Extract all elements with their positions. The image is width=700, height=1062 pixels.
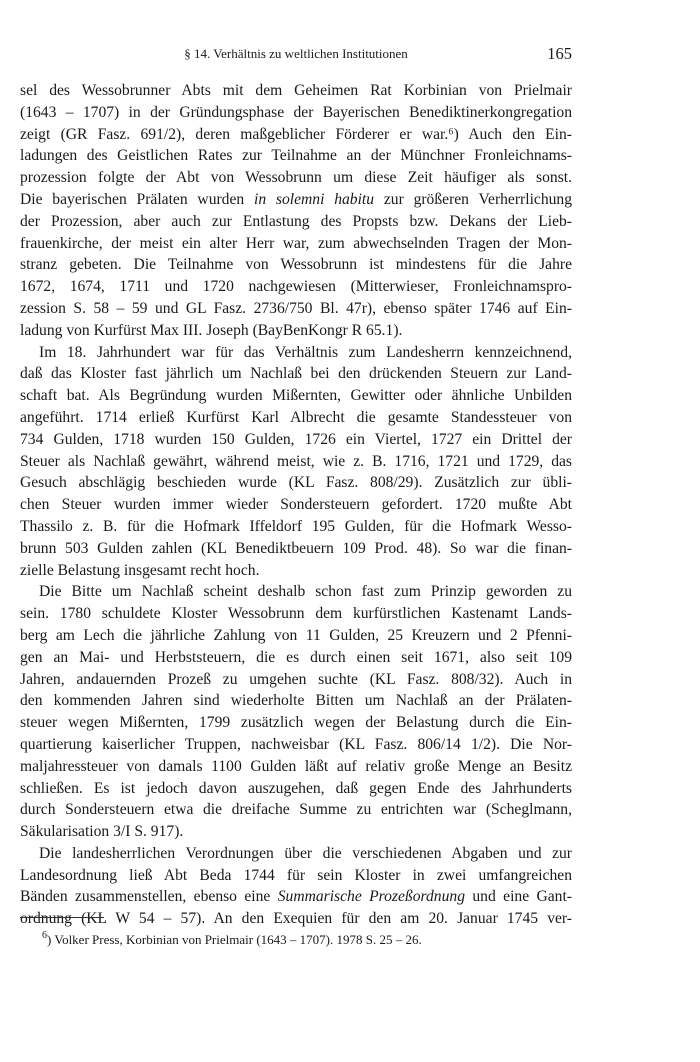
text-line: Die bayerischen Prälaten wurden in solemni habitu zur größeren Verherrlichung [20,190,573,208]
italic-term: in solemni habitu [254,190,375,208]
text-line: zeigt (GR Fasz. 691/2), deren maßgeblicher Förderer er war.⁶) Auch den Ein- [20,125,572,143]
text-line: stranz gebeten. Die Teilnahme von Wessobrunn ist mindestens für die Jahre [20,256,572,274]
text-line: der Prozession, aber auch zur Entlastung des Propsts bzw. Dekans der Lieb- [20,212,572,230]
text-line: maljahressteuer von damals 1100 Gulden läßt auf relativ große Menge an Besitz [20,757,572,775]
footnote-text: Volker Press, Korbinian von Prielmair (1643 – 1707). 1978 S. 25 – 26. [54,932,422,947]
main-text [20,80,572,930]
text-line: 1672, 1674, 1711 und 1720 nachgewiesen (Mitterwieser, Fronleichnamspro- [20,278,572,296]
text-line: ladungen des Geistlichen Rates zur Teilnahme an der Münchner Fronleichnams- [20,147,572,165]
running-header [20,44,572,64]
text-line: sel des Wessobrunner Abts mit dem Geheimen Rat Korbinian von Prielmair [20,82,572,99]
text-line: Bänden zusammenstellen, ebenso eine Summarische Prozeßordnung und eine Gant- [20,888,573,906]
footnote-marker: $^6$) [42,930,52,947]
text-line: daß das Kloster fast jährlich um Nachlaß bei den drückenden Steuern zur Land- [20,365,572,383]
text-line: Landesordnung ließ Abt Beda 1744 für sein Kloster in zwei umfangreichen [20,866,572,884]
text-line: 734 Gulden, 1718 wurden 150 Gulden, 1726 ein Viertel, 1727 ein Drittel der [20,430,572,448]
text-line: frauenkirche, der meist ein alter Herr war, zum abwechselnden Tragen der Mon- [20,234,572,252]
text-line: prozession folgte der Abt von Wessobrunn um diese Zeit häufiger als sonst. [20,169,572,187]
text-line: berg am Lech die jährliche Zahlung von 11 Gulden, 25 Kreuzern und 2 Pfenni- [20,626,572,644]
text-line: ladung von Kurfürst Max III. Joseph (BayBenKongr R 65.1). [20,321,403,339]
text-line: angeführt. 1714 erließ Kurfürst Karl Albrecht die gesamte Standessteuer von [20,408,572,426]
text-line: Jahren, andauernden Prozeß zu umgehen suchte (KL Fasz. 808/32). Auch in [20,670,572,688]
text-line: Thassilo z. B. für die Hofmark Iffeldorf 195 Gulden, für die Hofmark Wesso- [20,517,572,535]
italic-term: Summarische Prozeßordnung [277,888,465,906]
text-line: brunn 503 Gulden zahlen (KL Benediktbeuern 109 Prod. 48). So war die finan- [20,539,572,557]
text-line: zielle Belastung insgesamt recht hoch. [20,561,260,579]
text-line: Säkularisation 3/I S. 917). [20,823,184,841]
text-line: Gesuch abschlägig beschieden wurde (KL Fasz. 808/29). Zusätzlich zur übli- [20,474,572,492]
text-line: gen an Mai- und Herbststeuern, die es durch einen seit 1671, also seit 109 [20,648,572,666]
text-line: den kommenden Jahren sind wiederholte Bitten um Nachlaß an der Prälaten- [20,692,572,710]
text-line: quartierung kaiserlicher Truppen, nachweisbar (KL Fasz. 806/14 1/2). Die Nor- [20,735,572,753]
text-line: ordnung (KL W 54 – 57). An den Exequien für den am 20. Januar 1745 ver- [20,910,572,928]
text-line: schließen. Es ist jedoch davon auszugehen, daß gegen Ende des Jahrhunderts [20,779,572,797]
text-line: zession S. 58 – 59 und GL Fasz. 2736/750 Bl. 47r), ebenso später 1746 auf Ein- [20,299,572,317]
text-line: (1643 – 1707) in der Gründungsphase der Bayerischen Benediktinerkongregation [20,103,572,121]
text-line: Die Bitte um Nachlaß scheint deshalb schon fast zum Prinzip geworden zu [39,583,572,601]
text-line: Steuer als Nachlaß gewährt, während meist, wie z. B. 1716, 1721 und 1729, das [20,452,572,470]
text-line: schaft bat. Als Begründung wurden Mißernten, Gewitter oder ähnliche Unbilden [20,387,572,405]
text-line: chen Steuer wurden immer wieder Sondersteuern gefordert. 1720 mußte Abt [20,496,572,514]
page-number: 165 [547,44,572,63]
footnote [20,931,422,949]
text-line: steuer wegen Mißernten, 1799 zusätzlich wegen der Belastung durch die Ein- [20,714,572,732]
text-line: sein. 1780 schuldete Kloster Wessobrunn dem kurfürstlichen Kastenamt Lands- [20,605,572,623]
text-line: durch Sondersteuern etwa die dreifache Summe zu entrichten war (Scheglmann, [20,801,572,819]
footnote-divider [20,917,104,918]
text-line: Im 18. Jahrhundert war für das Verhältnis zum Landesherrn kennzeichnend, [39,343,572,361]
running-header-title: § 14. Verhältnis zu weltlichen Institutionen [184,46,408,61]
text-line: Die landesherrlichen Verordnungen über die verschiedenen Abgaben und zur [39,844,572,862]
